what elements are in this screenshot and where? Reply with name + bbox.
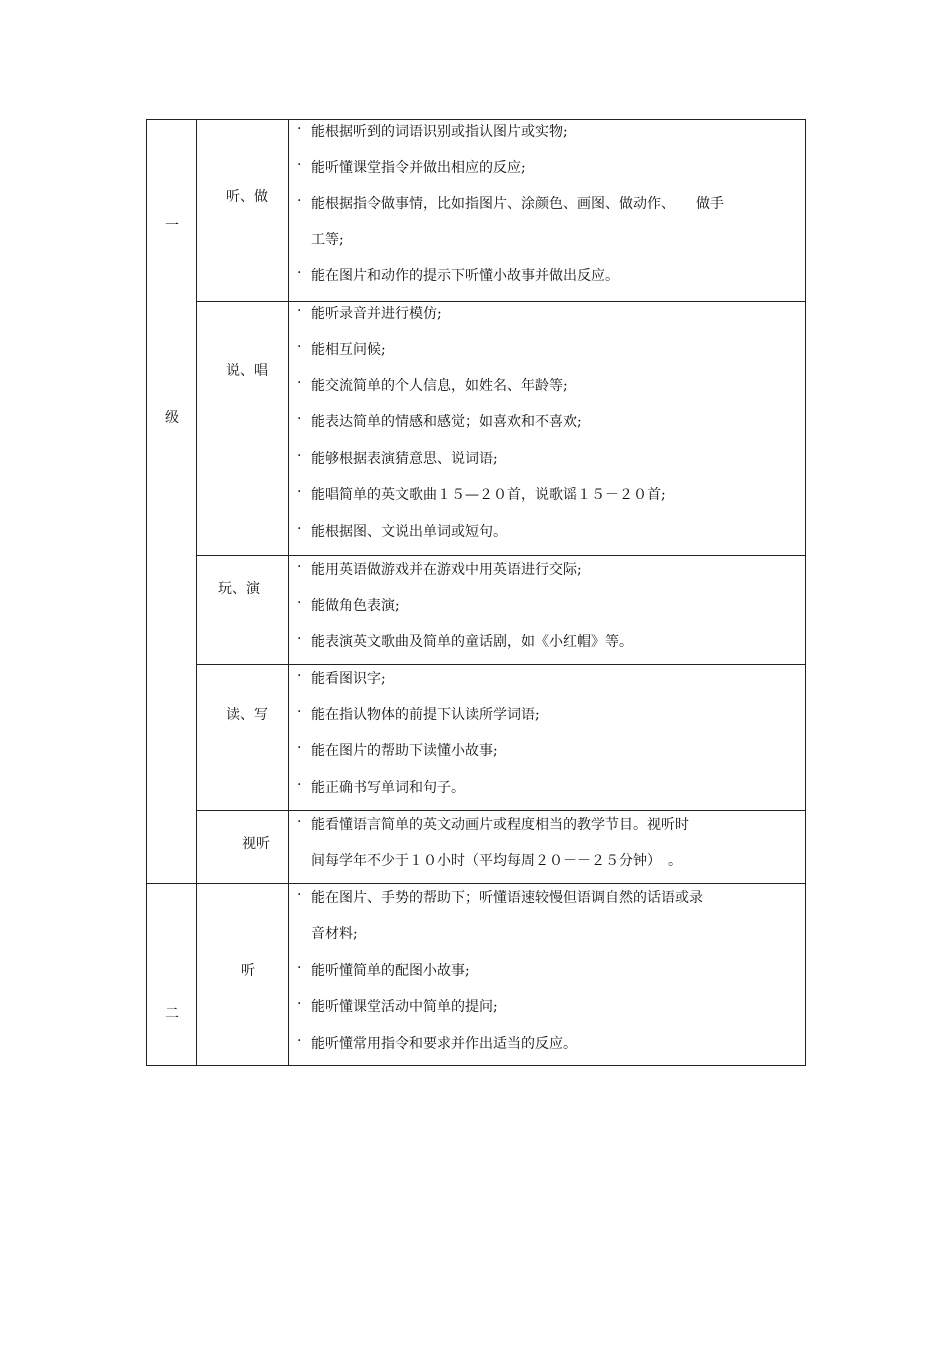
- list-item: 能相互问候;: [311, 342, 386, 358]
- list-item: 能做角色表演;: [311, 598, 400, 614]
- bullet: ·: [297, 521, 302, 537]
- bullet: ·: [297, 265, 302, 281]
- bullet: ·: [297, 668, 302, 684]
- skill-listen: 听: [241, 963, 255, 979]
- row-divider: [196, 810, 805, 811]
- list-item: 能表达简单的情感和感觉；如喜欢和不喜欢;: [311, 414, 582, 430]
- row-divider: [196, 301, 805, 302]
- list-item: 能听录音并进行模仿;: [311, 306, 442, 322]
- list-item: 能看懂语言简单的英文动画片或程度相当的教学节目。视听时: [311, 817, 689, 833]
- list-item: 能听懂常用指令和要求并作出适当的反应。: [311, 1036, 577, 1052]
- skill-audiovisual: 视听: [242, 836, 270, 852]
- bullet: ·: [297, 740, 302, 756]
- bullet: ·: [297, 595, 302, 611]
- bullet: ·: [297, 1033, 302, 1049]
- bullet: ·: [297, 484, 302, 500]
- list-item-continuation: 音材料;: [311, 926, 358, 942]
- list-item: 能用英语做游戏并在游戏中用英语进行交际;: [311, 562, 582, 578]
- list-item: 能够根据表演猜意思、说词语;: [311, 451, 498, 467]
- list-item-continuation: 间每学年不少于１０小时（平均每周２０－－２５分钟） 。: [311, 853, 682, 869]
- bullet: ·: [297, 411, 302, 427]
- list-item: 能听懂简单的配图小故事;: [311, 963, 470, 979]
- bullet: ·: [297, 814, 302, 830]
- list-item: 能表演英文歌曲及简单的童话剧，如《小红帽》等。: [311, 634, 633, 650]
- list-item: 能唱简单的英文歌曲１５—２０首，说歌谣１５－２０首;: [311, 487, 666, 503]
- level-divider: [147, 883, 805, 884]
- bullet: ·: [297, 157, 302, 173]
- skill-speak-sing: 说、唱: [226, 363, 268, 379]
- row-divider: [196, 555, 805, 556]
- bullet: ·: [297, 704, 302, 720]
- list-item: 能交流简单的个人信息，如姓名、年龄等;: [311, 378, 568, 394]
- list-item: 能看图识字;: [311, 671, 386, 687]
- bullet: ·: [297, 448, 302, 464]
- bullet: ·: [297, 193, 302, 209]
- level-one-char-1: 一: [165, 218, 179, 234]
- list-item: 能在图片和动作的提示下听懂小故事并做出反应。: [311, 268, 619, 284]
- bullet: ·: [297, 960, 302, 976]
- bullet: ·: [297, 777, 302, 793]
- curriculum-table: [146, 119, 806, 1066]
- list-item: 能根据指令做事情，比如指图片、涂颜色、画图、做动作、 做手: [311, 196, 724, 212]
- bullet: ·: [297, 996, 302, 1012]
- column-divider-2: [288, 120, 289, 1065]
- bullet: ·: [297, 631, 302, 647]
- bullet: ·: [297, 559, 302, 575]
- bullet: ·: [297, 339, 302, 355]
- list-item: 能根据图、文说出单词或短句。: [311, 524, 507, 540]
- list-item: 能在图片、手势的帮助下；听懂语速较慢但语调自然的话语或录: [311, 890, 703, 906]
- list-item: 能根据听到的词语识别或指认图片或实物;: [311, 124, 568, 140]
- level-two-char: 二: [165, 1006, 179, 1022]
- list-item: 能正确书写单词和句子。: [311, 780, 465, 796]
- list-item: 能听懂课堂活动中简单的提问;: [311, 999, 498, 1015]
- skill-listen-do: 听、做: [226, 189, 268, 205]
- list-item: 能在图片的帮助下读懂小故事;: [311, 743, 498, 759]
- skill-play-act: 玩、演: [218, 581, 260, 597]
- level-one-char-2: 级: [165, 410, 179, 426]
- bullet: ·: [297, 375, 302, 391]
- row-divider: [196, 664, 805, 665]
- column-divider-1: [196, 120, 197, 1065]
- list-item: 能听懂课堂指令并做出相应的反应;: [311, 160, 526, 176]
- list-item-continuation: 工等;: [311, 232, 344, 248]
- list-item: 能在指认物体的前提下认读所学词语;: [311, 707, 540, 723]
- bullet: ·: [297, 303, 302, 319]
- bullet: ·: [297, 887, 302, 903]
- bullet: ·: [297, 121, 302, 137]
- skill-read-write: 读、写: [226, 707, 268, 723]
